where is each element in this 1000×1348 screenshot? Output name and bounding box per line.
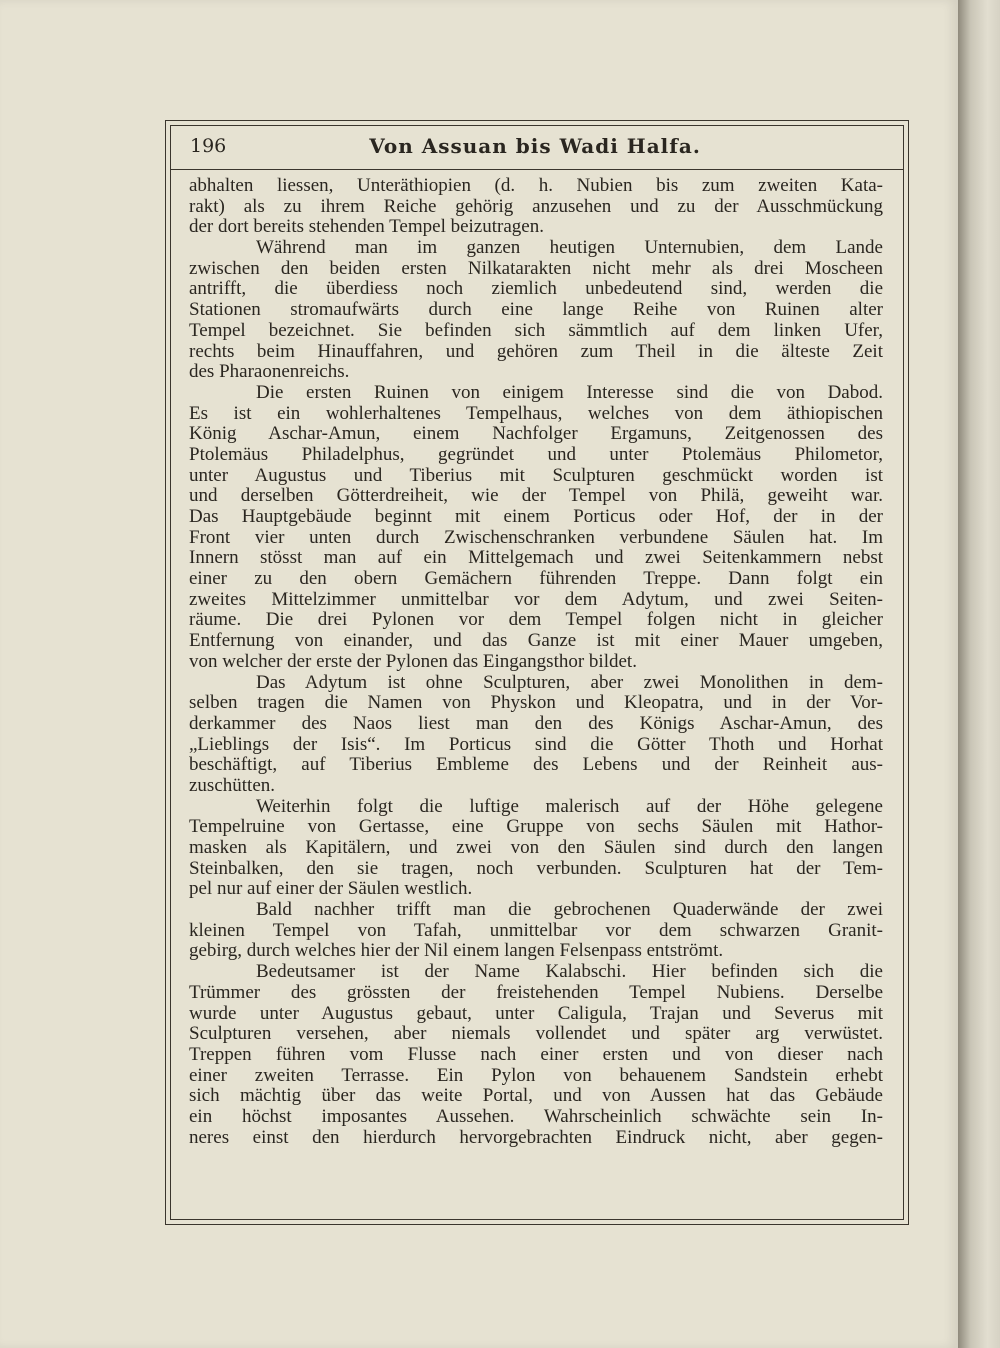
page-number: 196 bbox=[190, 135, 227, 157]
text-line: Innern stösst man auf ein Mittelgemach und zwei Seitenkammern nebst bbox=[189, 547, 883, 569]
text-line: Front vier unten durch Zwischenschranken verbundene Säulen hat. Im bbox=[189, 526, 883, 548]
text-line: zweites Mittelzimmer unmittelbar vor dem Adytum, und zwei Seiten- bbox=[189, 588, 883, 610]
text-line: kleinen Tempel von Tafah, unmittelbar vor dem schwarzen Granit- bbox=[189, 919, 883, 941]
text-line: Es ist ein wohlerhaltenes Tempelhaus, welches von dem äthiopischen bbox=[189, 402, 883, 424]
text-line: Trümmer des grössten der freistehenden Tempel Nubiens. Derselbe bbox=[189, 981, 883, 1003]
text-line: Die ersten Ruinen von einigem Interesse sind die von Dabod. bbox=[256, 381, 883, 403]
text-line: König Aschar-Amun, einem Nachfolger Ergamuns, Zeitgenossen des bbox=[189, 423, 883, 445]
text-line: von welcher der erste der Pylonen das Eingangsthor bildet. bbox=[189, 650, 637, 672]
text-line: Tempelruine von Gertasse, eine Gruppe von sechs Säulen mit Hathor- bbox=[189, 816, 883, 838]
text-line: rakt) als zu ihrem Reiche gehörig anzusehen und zu der Ausschmückung bbox=[189, 195, 883, 217]
text-line: ein höchst imposantes Aussehen. Wahrscheinlich schwächte sein In- bbox=[189, 1105, 883, 1127]
text-line: antrifft, die überdiess noch ziemlich unbedeutend sind, werden die bbox=[189, 278, 883, 300]
text-line: „Lieblings der Isis“. Im Porticus sind die Götter Thoth und Horhat bbox=[189, 733, 883, 755]
text-line: beschäftigt, auf Tiberius Embleme des Lebens und der Reinheit aus- bbox=[189, 754, 883, 776]
text-line: einer zweiten Terrasse. Ein Pylon von behauenem Sandstein erhebt bbox=[189, 1064, 883, 1086]
text-line: Stationen stromaufwärts durch eine lange Reihe von Ruinen alter bbox=[189, 299, 883, 321]
text-line: und derselben Götterdreiheit, wie der Tempel von Philä, geweiht war. bbox=[189, 485, 883, 507]
running-title: Von Assuan bis Wadi Halfa. bbox=[369, 134, 701, 158]
text-line: masken als Kapitälern, und zwei von den Säulen sind durch den langen bbox=[189, 837, 883, 858]
text-line: der dort bereits stehenden Tempel beizutragen. bbox=[189, 216, 544, 238]
text-line: zuschütten. bbox=[189, 774, 276, 796]
text-line: sich mächtig über das weite Portal, und von Aussen hat das Gebäude bbox=[189, 1085, 883, 1107]
text-line: Treppen führen vom Flusse nach einer ersten und von dieser nach bbox=[189, 1043, 883, 1065]
text-line: zwischen den beiden ersten Nilkatarakten nicht mehr als drei Moscheen bbox=[189, 257, 883, 279]
text-line: rechts beim Hinauffahren, und gehören zum Theil in die älteste Zeit bbox=[189, 340, 883, 362]
text-line: Das Hauptgebäude beginnt mit einem Porticus oder Hof, der in der bbox=[189, 506, 883, 527]
text-line: Bedeutsamer ist der Name Kalabschi. Hier befinden sich die bbox=[256, 961, 883, 983]
text-line: Bald nachher trifft man die gebrochenen Quaderwände der zwei bbox=[256, 899, 883, 921]
text-line: Während man im ganzen heutigen Unternubien, dem Lande bbox=[256, 237, 883, 259]
text-line: wurde unter Augustus gebaut, unter Caligula, Trajan und Severus mit bbox=[189, 1002, 883, 1024]
text-line: selben tragen die Namen von Physkon und Kleopatra, und in der Vor- bbox=[189, 692, 883, 714]
text-line: abhalten liessen, Unteräthiopien (d. h. Nubien bis zum zweiten Kata- bbox=[189, 175, 883, 196]
page-edge bbox=[958, 0, 1000, 1348]
text-line: Entfernung von einander, und das Ganze ist mit einer Mauer umgeben, bbox=[189, 630, 883, 652]
text-line: des Pharaonenreichs. bbox=[189, 361, 350, 383]
text-line: Steinbalken, den sie tragen, noch verbunden. Sculpturen hat der Tem- bbox=[189, 857, 883, 879]
text-line: räume. Die drei Pylonen vor dem Tempel folgen nicht in gleicher bbox=[189, 609, 883, 631]
text-line: pel nur auf einer der Säulen westlich. bbox=[189, 878, 473, 900]
text-line: neres einst den hierdurch hervorgebrachten Eindruck nicht, aber gegen- bbox=[189, 1126, 883, 1148]
body-text bbox=[189, 176, 883, 1148]
text-line: Das Adytum ist ohne Sculpturen, aber zwei Monolithen in dem- bbox=[256, 671, 883, 693]
text-line: einer zu den obern Gemächern führenden Treppe. Dann folgt ein bbox=[189, 568, 883, 590]
text-line: gebirg, durch welches hier der Nil einem langen Felsenpass entströmt. bbox=[189, 940, 724, 962]
text-line: unter Augustus und Tiberius mit Sculpturen geschmückt worden ist bbox=[189, 464, 883, 486]
text-line: Sculpturen versehen, aber niemals vollendet und später arg verwüstet. bbox=[189, 1023, 883, 1045]
header-rule bbox=[170, 169, 904, 170]
text-line: Weiterhin folgt die luftige malerisch auf der Höhe gelegene bbox=[256, 795, 883, 817]
page-header bbox=[175, 131, 895, 165]
text-line: derkammer des Naos liest man den des Königs Aschar-Amun, des bbox=[189, 712, 883, 734]
text-line: Ptolemäus Philadelphus, gegründet und unter Ptolemäus Philometor, bbox=[189, 443, 883, 465]
text-line: Tempel bezeichnet. Sie befinden sich sämmtlich auf dem linken Ufer, bbox=[189, 319, 883, 341]
